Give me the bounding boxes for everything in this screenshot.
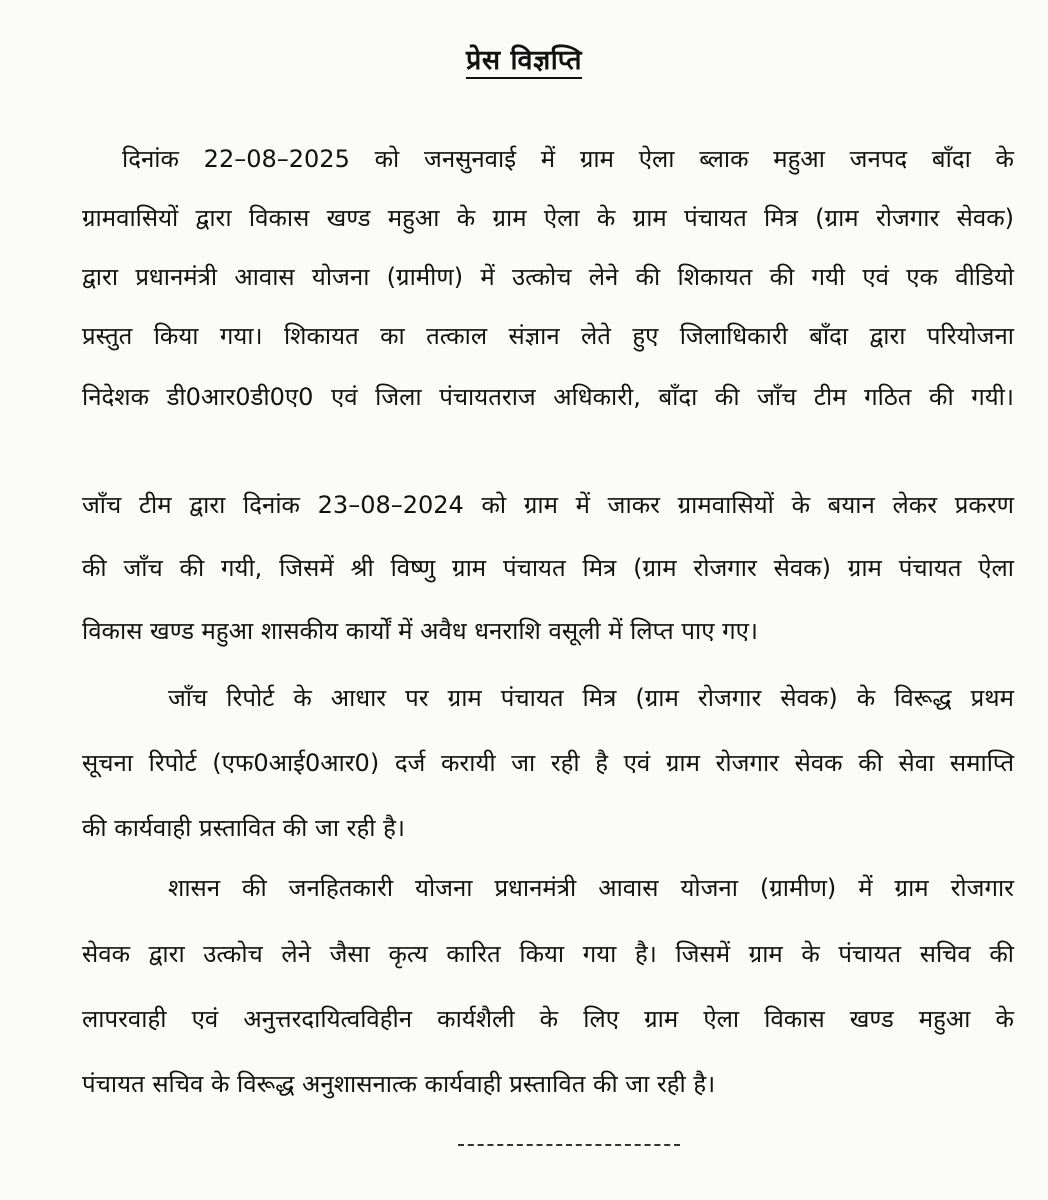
paragraph-1-line-7: की जाँच की गयी, जिसमें श्री विष्णु ग्राम पंचायत मित्र (ग्राम रोजगार सेवक) ग्राम पंचायत ऐला bbox=[82, 554, 1014, 582]
paragraph-2-line-1: जाँच रिपोर्ट के आधार पर ग्राम पंचायत मित्र (ग्राम रोजगार सेवक) के विरूद्ध प्रथम bbox=[168, 684, 1014, 712]
end-of-document-rule bbox=[458, 1144, 680, 1146]
paragraph-1-line-2: ग्रामवासियों द्वारा विकास खण्ड महुआ के ग्राम ऐला के ग्राम पंचायत मित्र (ग्राम रोजगार सेवक) bbox=[82, 204, 1014, 232]
paragraph-3-line-3: लापरवाही एवं अनुत्तरदायित्वविहीन कार्यशैली के लिए ग्राम ऐला विकास खण्ड महुआ के bbox=[82, 1005, 1014, 1033]
paragraph-1-line-5: निदेशक डी0आर0डी0ए0 एवं जिला पंचायतराज अधिकारी, बाँदा की जाँच टीम गठित की गयी। bbox=[82, 383, 1014, 411]
paragraph-1-line-6: जाँच टीम द्वारा दिनांक 23–08–2024 को ग्राम में जाकर ग्रामवासियों के बयान लेकर प्रकरण bbox=[82, 491, 1014, 519]
paragraph-3-line-2: सेवक द्वारा उत्कोच लेने जैसा कृत्य कारित किया गया है। जिसमें ग्राम के पंचायत सचिव की bbox=[82, 940, 1014, 968]
paragraph-2-line-3: की कार्यवाही प्रस्तावित की जा रही है। bbox=[82, 814, 405, 842]
paragraph-3-line-4: पंचायत सचिव के विरूद्ध अनुशासनात्क कार्यवाही प्रस्तावित की जा रही है। bbox=[82, 1070, 716, 1098]
paragraph-3-line-1: शासन की जनहितकारी योजना प्रधानमंत्री आवास योजना (ग्रामीण) में ग्राम रोजगार bbox=[168, 874, 1014, 902]
paragraph-1-line-4: प्रस्तुत किया गया। शिकायत का तत्काल संज्ञान लेते हुए जिलाधिकारी बाँदा द्वारा परियोजना bbox=[82, 322, 1014, 350]
paragraph-1-line-3: द्वारा प्रधानमंत्री आवास योजना (ग्रामीण) में उत्कोच लेने की शिकायत की गयी एवं एक वीडियो bbox=[82, 263, 1014, 291]
paragraph-1-line-8: विकास खण्ड महुआ शासकीय कार्यों में अवैध धनराशि वसूली में लिप्त पाए गए। bbox=[82, 617, 758, 645]
document-title-text: प्रेस विज्ञप्ति bbox=[465, 45, 583, 76]
paragraph-2-line-2: सूचना रिपोर्ट (एफ0आई0आर0) दर्ज करायी जा रही है एवं ग्राम रोजगार सेवक की सेवा समाप्ति bbox=[82, 749, 1014, 777]
paragraph-1-line-1: दिनांक 22–08–2025 को जनसुनवाई में ग्राम ऐला ब्लाक महुआ जनपद बाँदा के bbox=[122, 145, 1014, 173]
document-title bbox=[0, 40, 1048, 77]
